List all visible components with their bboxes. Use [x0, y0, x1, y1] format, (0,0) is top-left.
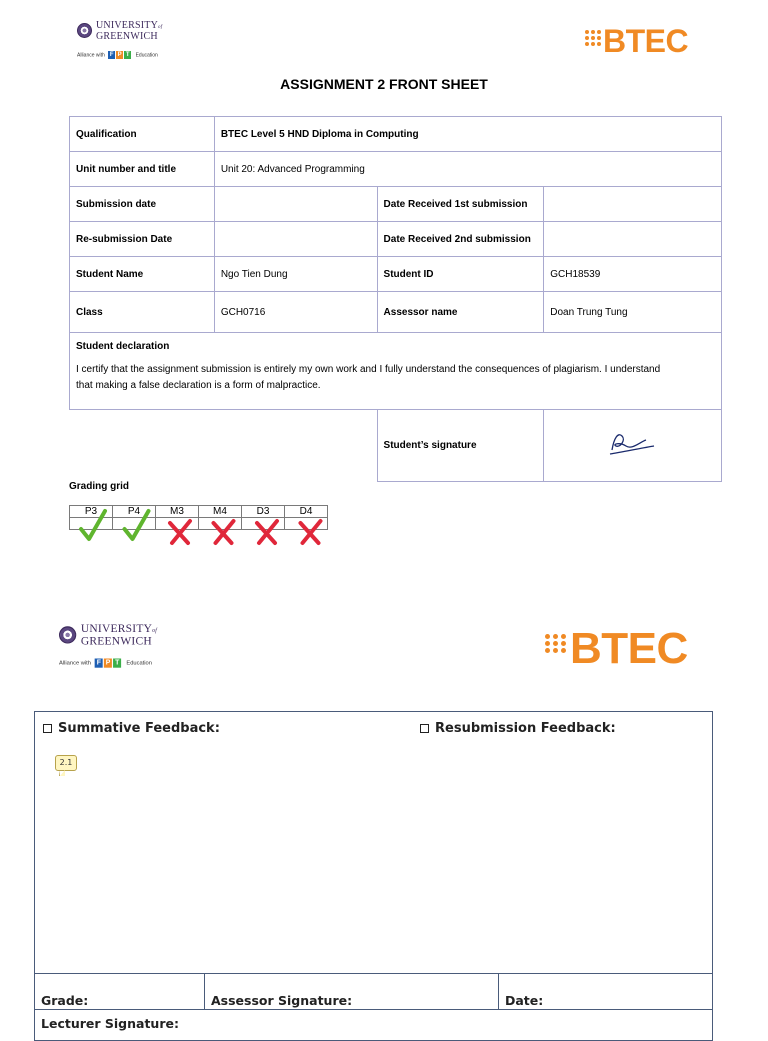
declaration-text-line2: that making a false declaration is a form of malpractice.	[76, 380, 321, 391]
page-title: ASSIGNMENT 2 FRONT SHEET	[280, 76, 488, 92]
declaration-text-line1: I certify that the assignment submission is entirely my own work and I fully understand the consequences of plagiarism. I understand	[76, 364, 661, 375]
greenwich-text: GREENWICH	[96, 31, 158, 42]
criterion-d3: D3	[242, 506, 285, 518]
qualification-value: BTEC Level 5 HND Diploma in Computing	[214, 117, 721, 152]
resubmission-feedback-label: Resubmission Feedback:	[435, 721, 616, 736]
student-signature-icon	[602, 424, 672, 464]
grade-label: Grade:	[41, 993, 89, 1008]
assessor-value: Doan Trung Tung	[544, 292, 722, 333]
summative-feedback-checkbox[interactable]	[43, 721, 220, 736]
criterion-m3: M3	[156, 506, 199, 518]
lecturer-signature-label: Lecturer Signature:	[41, 1016, 179, 1031]
unit-value: Unit 20: Advanced Programming	[214, 152, 721, 187]
unit-label: Unit number and title	[70, 152, 215, 187]
signature-cell	[544, 410, 722, 482]
comment-marker-icon[interactable]: 2.1	[55, 755, 77, 771]
assessor-signature-label: Assessor Signature:	[211, 993, 353, 1008]
front-sheet-table	[69, 116, 722, 482]
signature-label: Student’s signature	[377, 410, 544, 482]
greenwich-crest-icon	[59, 626, 76, 643]
qualification-label: Qualification	[70, 117, 215, 152]
checkbox-icon[interactable]	[420, 724, 429, 733]
fpt-alliance-line: Alliance with F P T Education	[59, 659, 152, 667]
criterion-m4: M4	[199, 506, 242, 518]
submission-date-label: Submission date	[70, 187, 215, 222]
university-text: UNIVERSITY	[96, 20, 158, 31]
row-qualification	[70, 117, 722, 152]
row-submission-date	[70, 187, 722, 222]
row-unit	[70, 152, 722, 187]
declaration-cell	[70, 333, 722, 410]
resubmission-feedback-checkbox[interactable]	[420, 721, 616, 736]
btec-dots-icon	[585, 30, 601, 46]
date-received-2-value	[544, 222, 722, 257]
class-label: Class	[70, 292, 215, 333]
feedback-box	[34, 711, 713, 1041]
resubmission-date-label: Re-submission Date	[70, 222, 215, 257]
checkbox-icon[interactable]	[43, 724, 52, 733]
btec-dots-icon	[545, 634, 567, 653]
university-text: UNIVERSITY	[80, 622, 153, 636]
grade-row-divider	[35, 973, 712, 974]
greenwich-crest-icon	[77, 23, 92, 38]
criterion-p3: P3	[70, 506, 113, 518]
student-name-value: Ngo Tien Dung	[214, 257, 377, 292]
summative-feedback-label: Summative Feedback:	[58, 721, 220, 736]
grading-grid-label: Grading grid	[69, 481, 129, 492]
row-signature	[70, 410, 722, 482]
cross-mark-m4-icon	[214, 521, 234, 543]
date-received-1-value	[544, 187, 722, 222]
assessor-label: Assessor name	[377, 292, 544, 333]
greenwich-text: GREENWICH	[80, 635, 152, 649]
check-mark-p3-icon	[81, 511, 105, 539]
resubmission-date-value	[214, 222, 377, 257]
date-received-1-label: Date Received 1st submission	[377, 187, 544, 222]
lecturer-row-divider	[35, 1009, 712, 1010]
fpt-alliance-line: Alliance with F P T Education	[77, 52, 158, 59]
date-label: Date:	[505, 993, 544, 1008]
date-received-2-label: Date Received 2nd submission	[377, 222, 544, 257]
class-value: GCH0716	[214, 292, 377, 333]
row-student	[70, 257, 722, 292]
cross-mark-d4-icon	[301, 521, 321, 543]
cross-mark-d3-icon	[257, 521, 277, 543]
cross-mark-m3-icon	[170, 521, 190, 543]
btec-logo: BTEC	[585, 24, 688, 58]
declaration-label: Student declaration	[76, 341, 170, 352]
criterion-p4: P4	[113, 506, 156, 518]
submission-date-value	[214, 187, 377, 222]
student-name-label: Student Name	[70, 257, 215, 292]
criterion-d4: D4	[285, 506, 328, 518]
check-mark-p4-icon	[125, 511, 149, 539]
row-class	[70, 292, 722, 333]
fpt-logo-icon: F P T	[96, 659, 120, 667]
row-resubmission-date	[70, 222, 722, 257]
grading-marks	[69, 505, 389, 547]
student-id-label: Student ID	[377, 257, 544, 292]
row-declaration	[70, 333, 722, 410]
btec-logo-2: BTEC	[545, 626, 688, 672]
student-id-value: GCH18539	[544, 257, 722, 292]
fpt-logo-icon: F P T	[109, 52, 130, 58]
